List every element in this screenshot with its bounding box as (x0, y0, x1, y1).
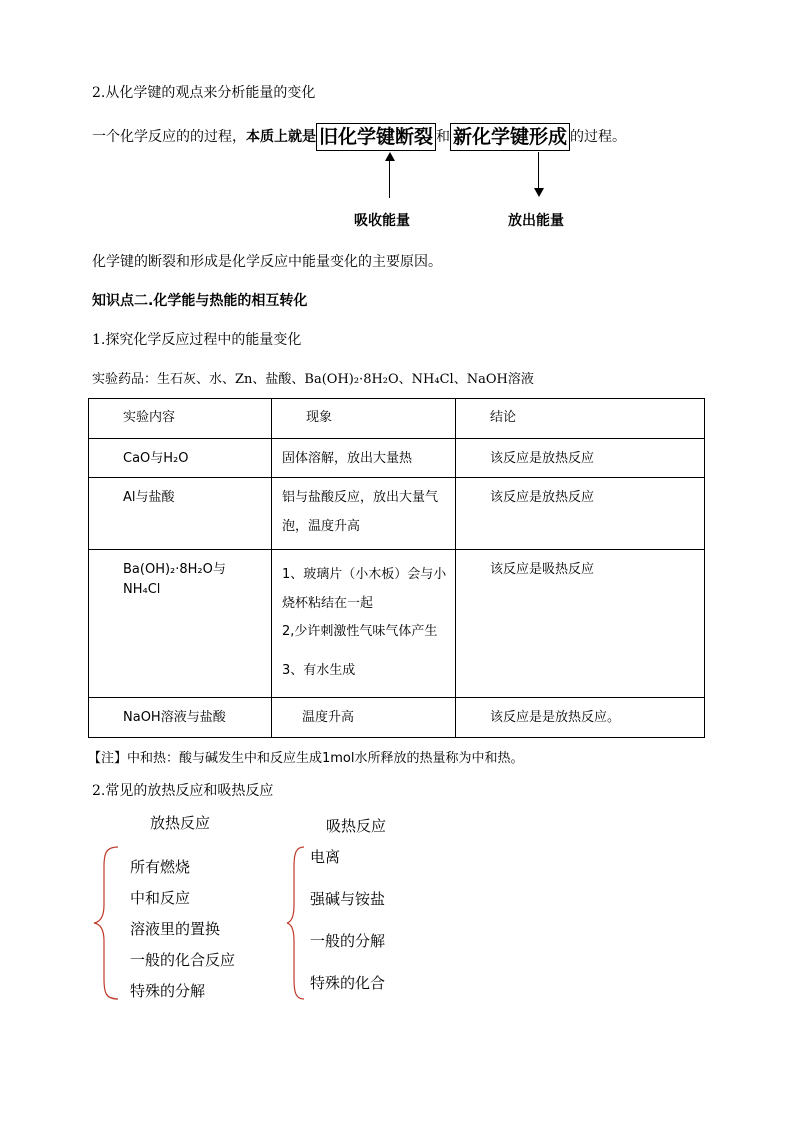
new-bond-forming-box: 新化学键形成 (450, 123, 570, 151)
arrow-down-icon (534, 188, 544, 197)
old-bond-breaking-box: 旧化学键断裂 (316, 123, 436, 151)
reaction-middle: 和 (436, 129, 451, 145)
row4-phenomena: 温度升高 (302, 710, 355, 725)
table-cell (456, 439, 705, 478)
list-item: 强碱与铵盐 (310, 890, 386, 908)
row2-conclusion: 该反应是放热反应 (490, 490, 595, 505)
row4-conclusion: 该反应是是放热反应。 (490, 710, 621, 725)
experiment-table (88, 398, 705, 738)
table-cell (89, 439, 272, 478)
section-heading-bonds: 2.从化学键的观点来分析能量的变化 (92, 85, 316, 101)
row3-content: Ba(OH)₂·8H₂O与NH₄Cl (123, 562, 226, 597)
header-cell (272, 399, 456, 439)
row1-content: CaO与H₂O (123, 451, 189, 466)
table-header-row (89, 399, 705, 439)
table-row (89, 439, 705, 478)
row1-conclusion: 该反应是放热反应 (490, 451, 595, 466)
reaction-prefix: 一个化学反应的的过程， (92, 129, 246, 145)
phenomenon-item: 3、有水生成 (282, 663, 356, 678)
table-cell (89, 550, 272, 698)
table-cell (272, 478, 456, 550)
table-cell (89, 698, 272, 738)
table-cell (272, 439, 456, 478)
header-content: 实验内容 (123, 410, 176, 425)
table-cell (89, 478, 272, 550)
table-row (89, 478, 705, 550)
row4-content: NaOH溶液与盐酸 (123, 710, 226, 725)
row2-phenomena: 铝与盐酸反应，放出大量气泡，温度升高 (282, 490, 439, 534)
list-item: 一般的化合反应 (130, 951, 236, 969)
list-item: 特殊的化合 (310, 974, 386, 992)
table-cell (456, 550, 705, 698)
absorb-energy-label: 吸收能量 (354, 213, 410, 229)
row1-phenomena: 固体溶解，放出大量热 (282, 451, 413, 466)
header-cell (456, 399, 705, 439)
arrow-up-icon (385, 152, 395, 161)
reaction-process-line (92, 123, 626, 151)
endothermic-title: 吸热反应 (326, 817, 387, 835)
exothermic-title: 放热反应 (150, 814, 211, 832)
phenomenon-item: 1、玻璃片（小木板）会与小烧杯粘结在一起 (282, 567, 447, 611)
header-phenomena: 现象 (306, 410, 333, 425)
reagents-line: 实验药品：生石灰、水、Zn、盐酸、Ba(OH)₂·8H₂O、NH₄Cl、NaOH溶液 (92, 372, 534, 387)
main-reason-text: 化学键的断裂和形成是化学反应中能量变化的主要原因。 (92, 254, 442, 270)
reaction-prefix-bold: 本质上就是 (246, 129, 316, 145)
phenomenon-item: 2,少许刺激性气味气体产生 (282, 624, 438, 639)
list-item: 中和反应 (130, 889, 191, 907)
list-item: 所有燃烧 (130, 858, 191, 876)
header-cell (89, 399, 272, 439)
table-cell (272, 698, 456, 738)
knowledge-point-heading: 知识点二.化学能与热能的相互转化 (92, 293, 308, 309)
list-item: 一般的分解 (310, 932, 386, 950)
table-row (89, 698, 705, 738)
reaction-suffix: 的过程。 (570, 129, 627, 145)
list-item: 溶液里的置换 (130, 920, 221, 938)
sub-heading-1: 1.探究化学反应过程中的能量变化 (92, 332, 302, 348)
table-cell (272, 550, 456, 698)
endothermic-brace-icon (286, 845, 308, 1001)
table-row (89, 550, 705, 698)
header-conclusion: 结论 (490, 410, 517, 425)
list-item: 特殊的分解 (130, 982, 206, 1000)
row3-conclusion: 该反应是吸热反应 (490, 562, 595, 577)
list-item: 电离 (310, 848, 341, 866)
arrow-down-shaft (538, 152, 539, 188)
table-cell (456, 478, 705, 550)
note-text: 【注】中和热：酸与碱发生中和反应生成1mol水所释放的热量称为中和热。 (88, 751, 524, 766)
release-energy-label: 放出能量 (508, 213, 564, 229)
arrow-up-shaft (389, 160, 390, 198)
table-cell (456, 698, 705, 738)
row2-content: Al与盐酸 (123, 490, 175, 505)
exothermic-brace-icon (92, 845, 124, 1001)
row3-phenomena (272, 550, 455, 689)
sub-heading-2: 2.常见的放热反应和吸热反应 (92, 783, 274, 799)
